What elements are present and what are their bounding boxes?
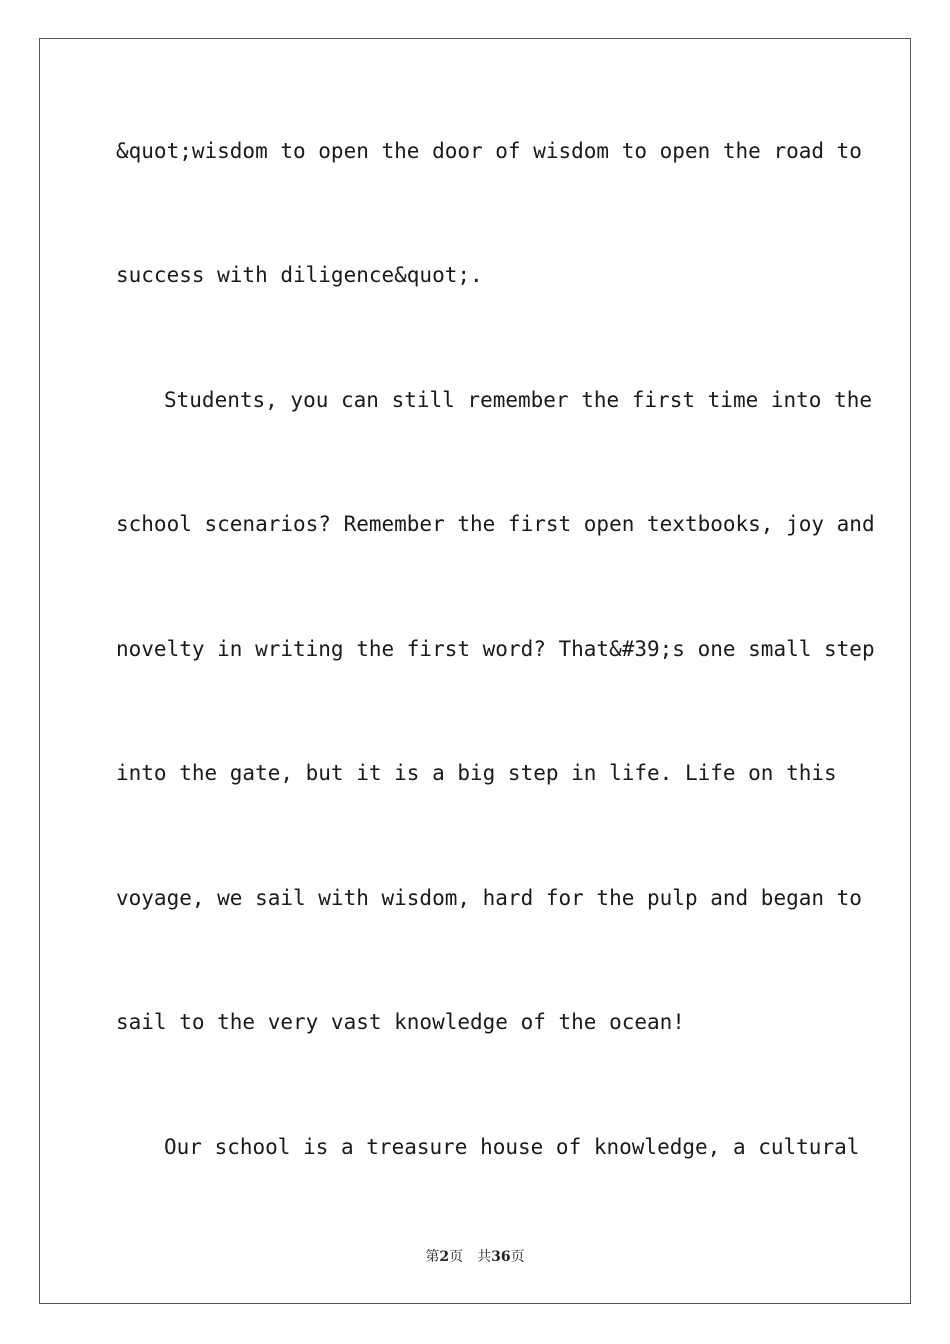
- page-border: [39, 38, 911, 1304]
- text-line: success with diligence&quot;.: [116, 263, 483, 287]
- text-line: &quot;wisdom to open the door of wisdom to open the road to: [116, 139, 862, 163]
- page-footer: [0, 1248, 950, 1266]
- page-prefix: 第: [425, 1249, 440, 1265]
- text-line: into the gate, but it is a big step in life. Life on this: [116, 761, 837, 785]
- total-suffix: 页: [510, 1249, 525, 1265]
- text-line: Students, you can still remember the first time into the: [164, 388, 873, 412]
- text-line: novelty in writing the first word? That&#39;s one small step: [116, 637, 875, 661]
- text-line: sail to the very vast knowledge of the ocean!: [116, 1010, 685, 1034]
- text-line: school scenarios? Remember the first open textbooks, joy and: [116, 512, 875, 536]
- page-number: 2: [439, 1249, 450, 1265]
- total-prefix: 共: [477, 1249, 492, 1265]
- text-line: Our school is a treasure house of knowledge, a cultural: [164, 1135, 860, 1159]
- text-line: voyage, we sail with wisdom, hard for the pulp and began to: [116, 886, 862, 910]
- page-suffix: 页: [449, 1249, 464, 1265]
- total-pages: 36: [491, 1249, 511, 1265]
